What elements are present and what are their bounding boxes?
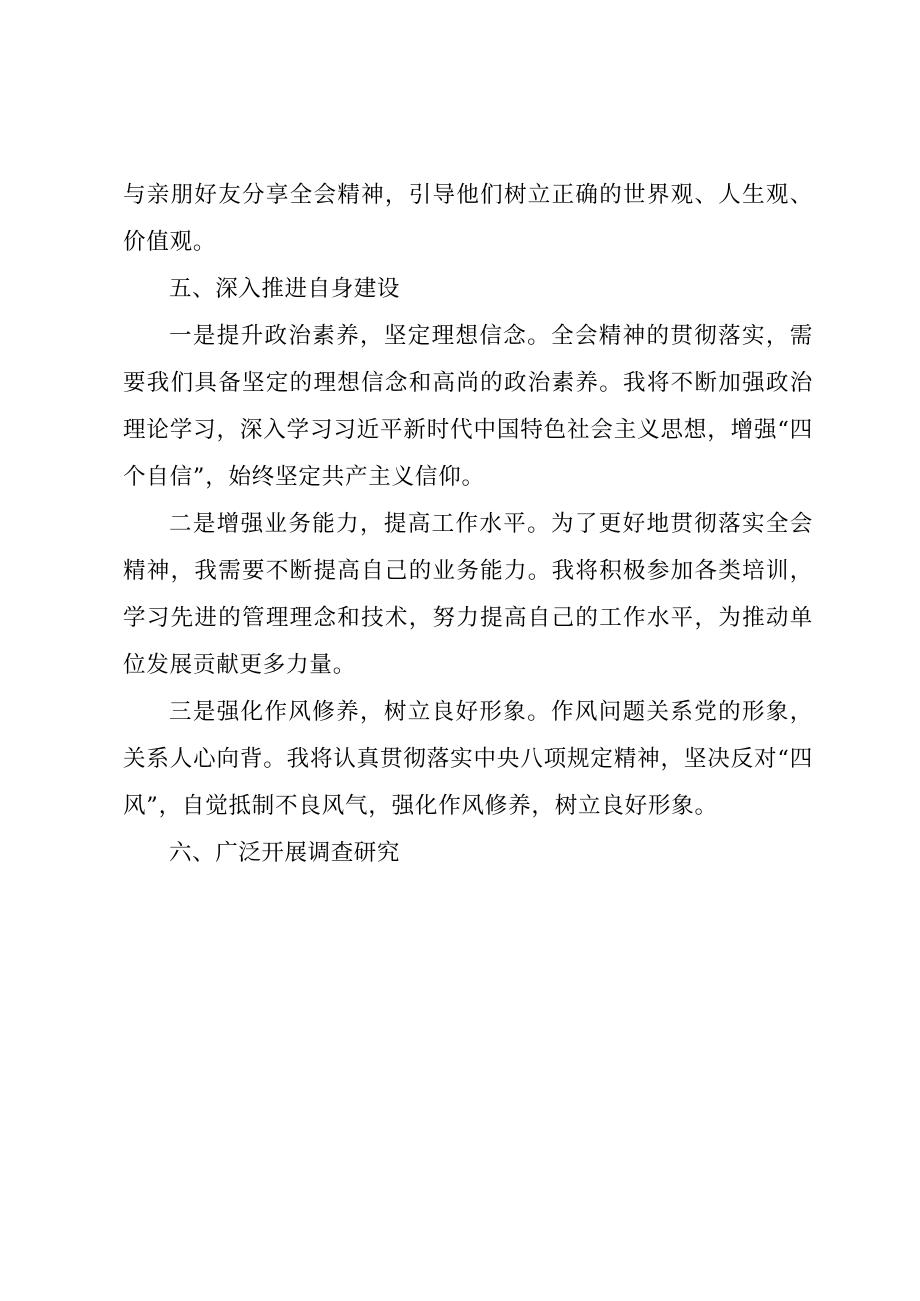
section-heading-5: 五、深入推进自身建设 [169,276,401,302]
paragraph-political-literacy: 一是提升政治素养，坚定理想信念。全会精神的贯彻落实，需要我们具备坚定的理想信念和高尚的政治素养。我将不断加强政治理论学习，深入学习习近平新时代中国特色社会主义思想，增强“四个自信”，始终坚定共产主义信仰。 [123,323,813,490]
section-heading-6: 六、广泛开展调查研究 [169,840,401,866]
continuation-paragraph: 与亲朋好友分享全会精神，引导他们树立正确的世界观、人生观、价值观。 [123,182,813,255]
paragraph-professional-ability: 二是增强业务能力，提高工作水平。为了更好地贯彻落实全会精神，我需要不断提高自己的业务能力。我将积极参加各类培训，学习先进的管理理念和技术，努力提高自己的工作水平，为推动单位发展贡献更多力量。 [123,511,813,678]
paragraph-work-style: 三是强化作风修养，树立良好形象。作风问题关系党的形象，关系人心向背。我将认真贯彻落实中央八项规定精神，坚决反对“四风”，自觉抵制不良风气，强化作风修养，树立良好形象。 [123,699,813,819]
document-body [123,172,813,877]
